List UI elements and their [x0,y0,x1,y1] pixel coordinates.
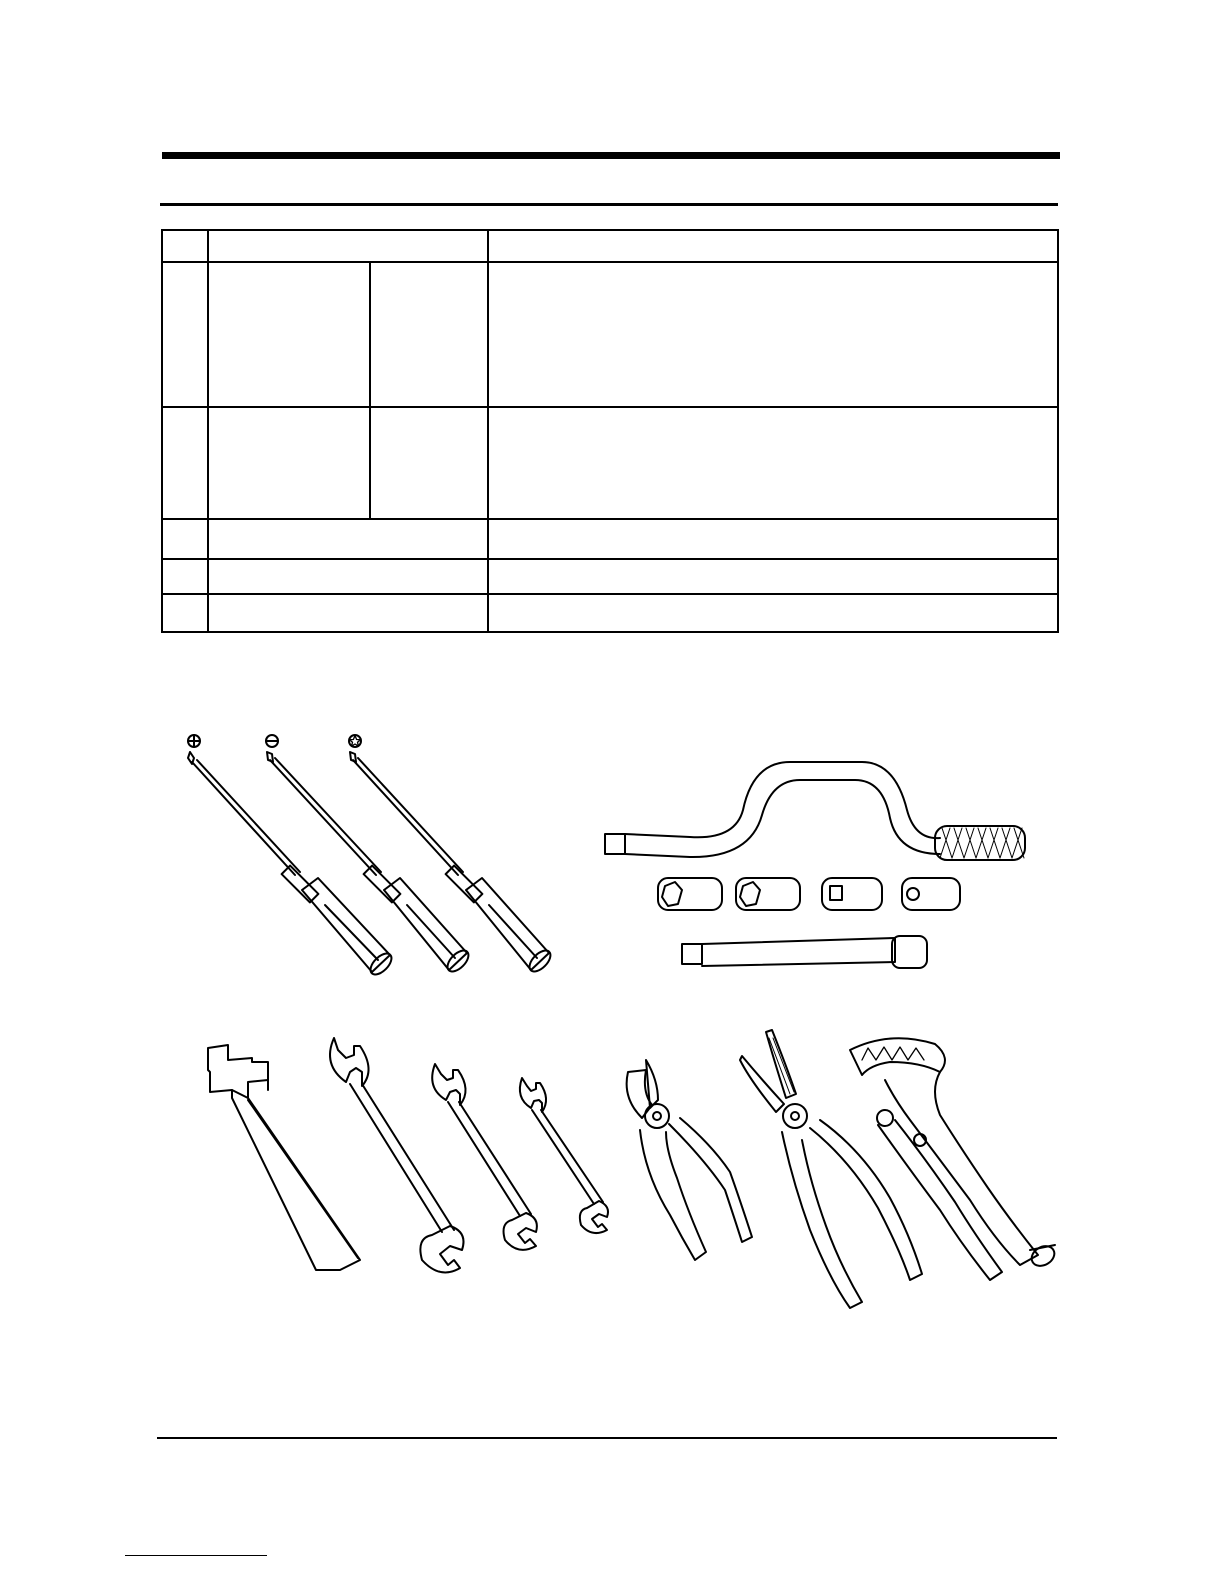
tools-illustration [150,720,1080,1320]
footnote-link-underline [125,1555,267,1556]
wrench-small [520,1078,608,1233]
phillips-icon [188,735,200,747]
flat-screwdriver [267,752,472,975]
header-rule-thin [160,203,1058,206]
flat-icon [266,735,278,747]
torx-screwdriver [350,752,554,975]
wrench-large [330,1038,464,1273]
header-rule-thick [162,152,1060,159]
diagonal-pliers [627,1060,752,1260]
spec-table [161,229,1059,633]
spanner-tool [208,1045,360,1270]
footer-rule [157,1437,1057,1439]
torx-icon [349,735,361,747]
locking-pliers [850,1038,1058,1280]
needle-nose-pliers [740,1030,922,1308]
socket-extension [682,936,927,968]
socket-wrench [605,762,1025,860]
socket-set [658,878,960,910]
phillips-screwdriver [188,752,395,978]
